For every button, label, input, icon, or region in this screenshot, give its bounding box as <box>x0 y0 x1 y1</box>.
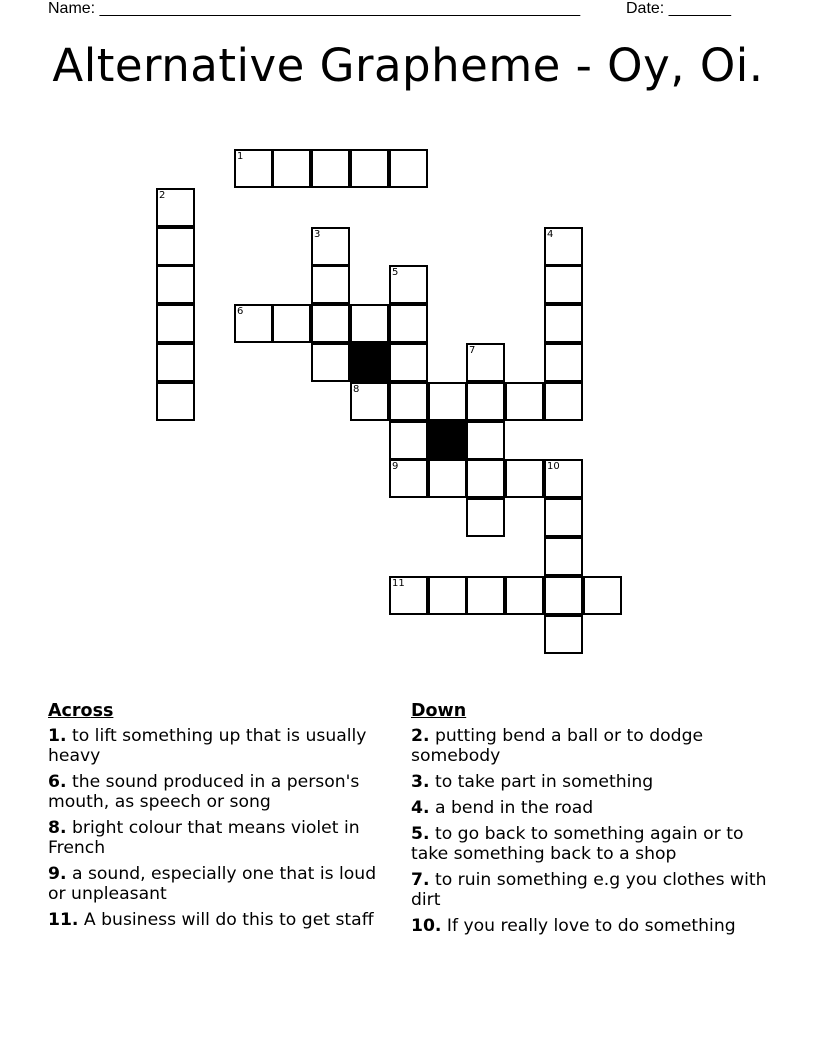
grid-cell[interactable] <box>156 227 195 266</box>
clue-number-label: 9 <box>392 461 399 472</box>
down-clue <box>411 772 771 792</box>
clue-number: 4. <box>411 798 430 818</box>
grid-cell[interactable] <box>156 265 195 304</box>
grid-cell[interactable] <box>311 227 350 266</box>
date-field-label[interactable]: Date: _______ <box>626 0 731 17</box>
clue-text: A business will do this to get staff <box>78 910 374 930</box>
grid-cell[interactable] <box>544 537 583 576</box>
clue-number: 3. <box>411 772 430 792</box>
clue-number-label: 8 <box>353 384 360 395</box>
clue-text: putting bend a ball or to dodge somebody <box>411 726 704 766</box>
grid-cell[interactable] <box>544 343 583 382</box>
grid-cell[interactable] <box>466 421 505 460</box>
clue-number: 8. <box>48 818 67 838</box>
clue-text: a bend in the road <box>429 798 594 818</box>
across-clue <box>48 726 398 766</box>
grid-cell[interactable] <box>389 382 428 421</box>
grid-cell[interactable] <box>544 576 583 615</box>
grid-cell[interactable] <box>428 459 467 498</box>
across-clues <box>48 700 398 936</box>
grid-cell[interactable] <box>466 459 505 498</box>
clue-text: to take part in something <box>429 772 654 792</box>
clue-number: 7. <box>411 870 430 890</box>
clue-text: bright colour that means violet in French <box>48 818 360 858</box>
down-heading: Down <box>411 701 467 721</box>
grid-cell[interactable] <box>544 304 583 343</box>
grid-cell[interactable] <box>311 265 350 304</box>
grid-cell[interactable] <box>272 149 311 188</box>
grid-cell[interactable] <box>156 188 195 227</box>
clue-number: 6. <box>48 772 67 792</box>
grid-cell[interactable] <box>389 576 428 615</box>
clue-number: 11. <box>48 910 79 930</box>
grid-cell[interactable] <box>505 576 544 615</box>
grid-cell[interactable] <box>389 265 428 304</box>
across-clue <box>48 818 398 858</box>
grid-cell[interactable] <box>389 421 428 460</box>
grid-cell[interactable] <box>389 304 428 343</box>
down-clue <box>411 798 771 818</box>
grid-cell[interactable] <box>544 382 583 421</box>
page-title: Alternative Grapheme - Oy, Oi. <box>52 39 764 92</box>
clue-text: to ruin something e.g you clothes with dirt <box>411 870 767 910</box>
grid-cell[interactable] <box>389 459 428 498</box>
grid-cell[interactable] <box>156 343 195 382</box>
black-cell <box>428 421 467 460</box>
down-clue <box>411 824 771 864</box>
clue-number: 2. <box>411 726 430 746</box>
grid-cell[interactable] <box>544 615 583 654</box>
clue-number-label: 10 <box>547 461 560 472</box>
clue-number-label: 11 <box>392 578 405 589</box>
clue-number-label: 7 <box>469 345 476 356</box>
clue-text: a sound, especially one that is loud or unpleasant <box>48 864 377 904</box>
grid-cell[interactable] <box>466 343 505 382</box>
grid-cell[interactable] <box>311 304 350 343</box>
grid-cell[interactable] <box>234 149 273 188</box>
clue-text: the sound produced in a person's mouth, as speech or song <box>48 772 360 812</box>
across-heading: Across <box>48 701 114 721</box>
grid-cell[interactable] <box>350 149 389 188</box>
grid-cell[interactable] <box>466 498 505 537</box>
clue-number-label: 2 <box>159 190 166 201</box>
grid-cell[interactable] <box>389 149 428 188</box>
clue-number-label: 3 <box>314 229 321 240</box>
grid-cell[interactable] <box>156 382 195 421</box>
clue-number-label: 6 <box>237 306 244 317</box>
grid-cell[interactable] <box>544 227 583 266</box>
clue-number-label: 1 <box>237 151 244 162</box>
clue-number: 9. <box>48 864 67 884</box>
across-clue <box>48 910 398 930</box>
down-clues <box>411 700 771 942</box>
grid-cell[interactable] <box>311 149 350 188</box>
grid-cell[interactable] <box>350 382 389 421</box>
grid-cell[interactable] <box>544 265 583 304</box>
grid-cell[interactable] <box>156 304 195 343</box>
grid-cell[interactable] <box>350 304 389 343</box>
grid-cell[interactable] <box>428 576 467 615</box>
grid-cell[interactable] <box>505 382 544 421</box>
grid-cell[interactable] <box>234 304 273 343</box>
grid-cell[interactable] <box>466 382 505 421</box>
across-clue <box>48 864 398 904</box>
black-cell <box>350 343 389 382</box>
grid-cell[interactable] <box>583 576 622 615</box>
down-clue <box>411 870 771 910</box>
grid-cell[interactable] <box>544 498 583 537</box>
grid-cell[interactable] <box>389 343 428 382</box>
grid-cell[interactable] <box>272 304 311 343</box>
grid-cell[interactable] <box>466 576 505 615</box>
grid-cell[interactable] <box>311 343 350 382</box>
grid-cell[interactable] <box>505 459 544 498</box>
down-clue <box>411 726 771 766</box>
clue-number-label: 4 <box>547 229 554 240</box>
clue-text: to lift something up that is usually heavy <box>48 726 367 766</box>
clue-text: If you really love to do something <box>441 916 736 936</box>
name-field-label[interactable]: Name: ______________________________________________________ <box>48 0 581 17</box>
clue-text: to go back to something again or to take something back to a shop <box>411 824 744 864</box>
clue-number: 10. <box>411 916 442 936</box>
clue-number: 5. <box>411 824 430 844</box>
grid-cell[interactable] <box>544 459 583 498</box>
clue-number: 1. <box>48 726 67 746</box>
clue-number-label: 5 <box>392 267 399 278</box>
grid-cell[interactable] <box>428 382 467 421</box>
across-clue <box>48 772 398 812</box>
down-clue <box>411 916 771 936</box>
